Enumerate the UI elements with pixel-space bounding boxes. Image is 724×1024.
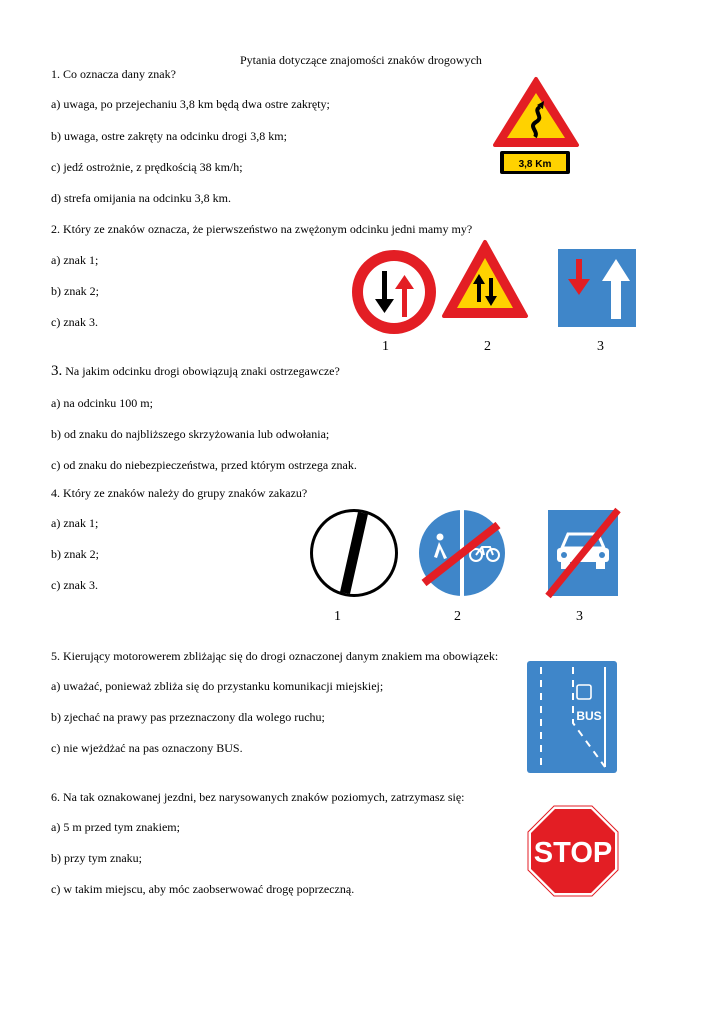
distance-plate-text: 3,8 Km — [518, 159, 552, 170]
document-title: Pytania dotyczące znajomości znaków drogowych — [240, 53, 482, 67]
q5-answer-b: b) zjechać na prawy pas przeznaczony dla wolego ruchu; — [51, 710, 325, 724]
q2-answer-b: b) znak 2; — [51, 284, 99, 298]
q2-sign-number-3: 3 — [597, 339, 604, 354]
q3-answer-b: b) od znaku do najbliższego skrzyżowania lub odwołania; — [51, 427, 330, 441]
q1-answer-a: a) uwaga, po przejechaniu 3,8 km będą dwa ostre zakręty; — [51, 97, 330, 111]
q4-answer-b: b) znak 2; — [51, 547, 99, 561]
question-2: 2. Który ze znaków oznacza, że pierwszeństwo na zwężonym odcinku jedni mamy my? — [51, 222, 473, 236]
q1-answer-c: c) jedź ostrożnie, z prędkością 38 km/h; — [51, 160, 243, 174]
q1-answer-d: d) strefa omijania na odcinku 3,8 km. — [51, 191, 231, 205]
q6-answer-c: c) w takim miejscu, aby móc zaobserwować drogę poprzeczną. — [51, 882, 355, 896]
q3-answer-a: a) na odcinku 100 m; — [51, 396, 153, 410]
stop-sign-icon — [527, 805, 619, 897]
q2-sign-number-1: 1 — [382, 339, 389, 354]
q2-answer-c: c) znak 3. — [51, 315, 98, 329]
q1-answer-b: b) uwaga, ostre zakręty na odcinku drogi 3,8 km; — [51, 129, 287, 143]
bus-lane-text: BUS — [576, 709, 602, 723]
bus-lane-sign-icon — [527, 661, 617, 773]
question-5: 5. Kierujący motorowerem zbliżając się do drogi oznaczonej danym znakiem ma obowiązek: — [51, 649, 499, 663]
question-6: 6. Na tak oznakowanej jezdni, bez narysowanych znaków poziomych, zatrzymasz się: — [51, 790, 465, 804]
end-of-pedestrian-cycle-path-sign-icon — [418, 509, 506, 597]
q2-answer-a: a) znak 1; — [51, 253, 99, 267]
q4-answer-a: a) znak 1; — [51, 516, 99, 530]
question-1: 1. Co oznacza dany znak? — [51, 67, 176, 81]
give-way-to-oncoming-sign-icon — [351, 249, 437, 335]
q4-sign-number-1: 1 — [334, 609, 341, 624]
priority-over-oncoming-sign-icon — [558, 249, 636, 327]
q5-answer-c: c) nie wjeżdżać na pas oznaczony BUS. — [51, 741, 243, 755]
q5-answer-a: a) uważać, ponieważ zbliża się do przystanku komunikacji miejskiej; — [51, 679, 384, 693]
end-of-all-prohibitions-sign-icon — [309, 508, 399, 598]
two-way-traffic-warning-sign-icon — [440, 238, 530, 322]
question-3: 3. Na jakim odcinku drogi obowiązują znaki ostrzegawcze? — [51, 363, 340, 379]
q4-answer-c: c) znak 3. — [51, 578, 98, 592]
q6-answer-b: b) przy tym znaku; — [51, 851, 142, 865]
stop-sign-text: STOP — [533, 837, 613, 869]
q3-answer-c: c) od znaku do niebezpieczeństwa, przed którym ostrzega znak. — [51, 458, 357, 472]
question-4: 4. Który ze znaków należy do grupy znaków zakazu? — [51, 486, 308, 500]
winding-road-warning-sign-icon — [491, 75, 581, 180]
q2-sign-number-2: 2 — [484, 339, 491, 354]
q6-answer-a: a) 5 m przed tym znakiem; — [51, 820, 180, 834]
end-of-express-road-sign-icon — [548, 510, 618, 596]
q4-sign-number-2: 2 — [454, 609, 461, 624]
q4-sign-number-3: 3 — [576, 609, 583, 624]
